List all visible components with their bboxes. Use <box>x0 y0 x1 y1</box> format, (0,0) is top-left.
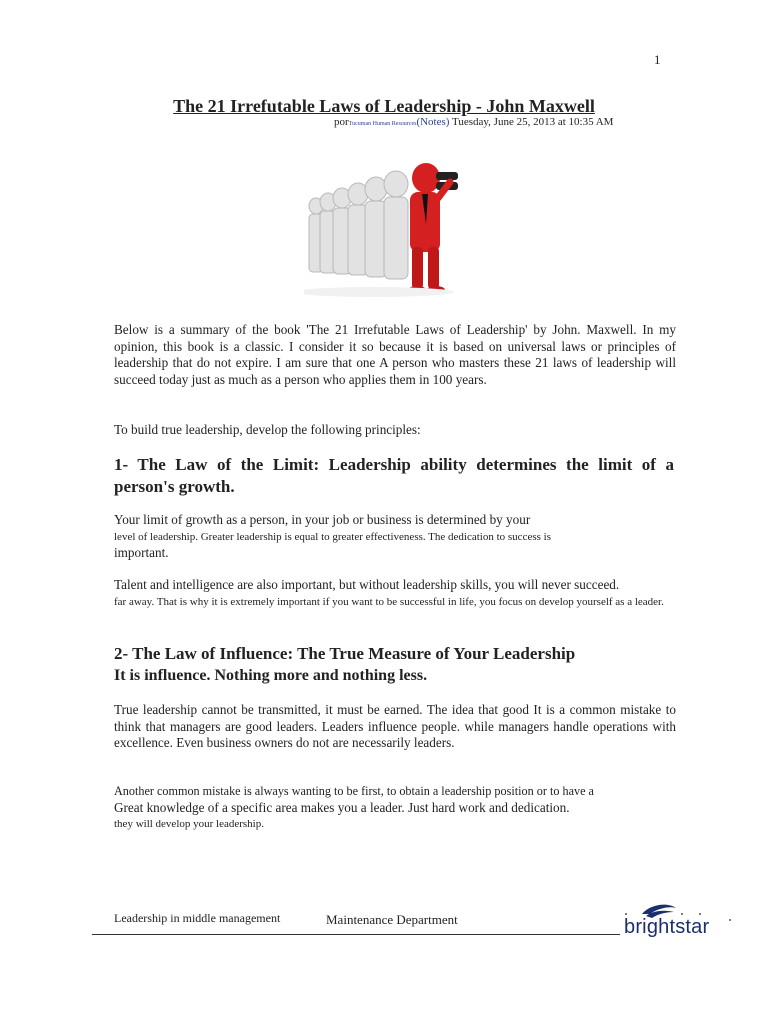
byline-date: Tuesday, June 25, 2013 at 10:35 AM <box>449 116 614 128</box>
law-2-paragraph-2 <box>114 783 676 833</box>
law-2-heading-line-2: It is influence. Nothing more and nothing less. <box>114 667 428 684</box>
footer-left-label: Leadership in middle management <box>114 911 281 925</box>
law-1-p2-line-1: Talent and intelligence are also important, but without leadership skills, you will never succeed. <box>114 577 620 592</box>
law-2-p2-line-3: they will develop your leadership. <box>114 818 264 831</box>
law-2-paragraph-1: True leadership cannot be transmitted, it must be earned. The idea that good It is a common mistake to think that managers are good leaders. Leaders influence people. while managers handle operations with excellence. Even business owners do not are necessarily leaders. <box>114 702 676 751</box>
page-number: 1 <box>654 52 661 67</box>
law-1-p1-line-2: level of leadership. Greater leadership is equal to greater effectiveness. The dedication to success is <box>114 530 551 543</box>
title-text: The 21 Irrefutable Laws of Leadership - John Maxwell <box>173 96 595 116</box>
law-2-heading-line-1: 2- The Law of Influence: The True Measure of Your Leadership <box>114 644 576 663</box>
law-2-p2-line-2: Great knowledge of a specific area makes you a leader. Just hard work and dedication. <box>114 799 570 815</box>
byline-prefix: por <box>334 116 349 128</box>
footer-rule <box>92 934 620 935</box>
byline-author-link[interactable]: Tucuman Human Resources <box>348 121 417 127</box>
intro-principles-line: To build true leadership, develop the following principles: <box>114 422 421 437</box>
law-1-paragraph-2 <box>114 577 676 610</box>
law-1-p2-line-2: far away. That is why it is extremely important if you want to be successful in life, you focus on develop yourself as a leader. <box>114 595 664 608</box>
leadership-illustration <box>304 142 474 308</box>
law-2-heading <box>114 643 674 687</box>
byline-notes-link[interactable]: (Notes) <box>416 116 450 128</box>
law-1-heading: 1- The Law of the Limit: Leadership ability determines the limit of a person's growth. <box>114 455 674 496</box>
law-1-p1-line-1: Your limit of growth as a person, in your job or business is determined by your <box>114 512 531 527</box>
law-1-paragraph-1 <box>114 512 676 562</box>
intro-paragraph: Below is a summary of the book 'The 21 Irrefutable Laws of Leadership' by John. Maxwell. In my opinion, this book is a classic. I consider it so because it is based on universal laws or principles of leadership that do not expire. I am sure that one A person who masters these 21 laws of leadership will succeed today just as much as a person who applies them in 100 years. <box>114 322 676 387</box>
footer-department: Maintenance Department <box>326 912 458 927</box>
byline <box>334 116 613 128</box>
document-title <box>0 96 768 117</box>
law-2-p2-line-1: Another common mistake is always wanting to be first, to obtain a leadership position or to have a <box>114 784 594 798</box>
law-1-p1-line-3: important. <box>114 545 169 561</box>
brightstar-logo-text: brightstar <box>624 916 710 938</box>
